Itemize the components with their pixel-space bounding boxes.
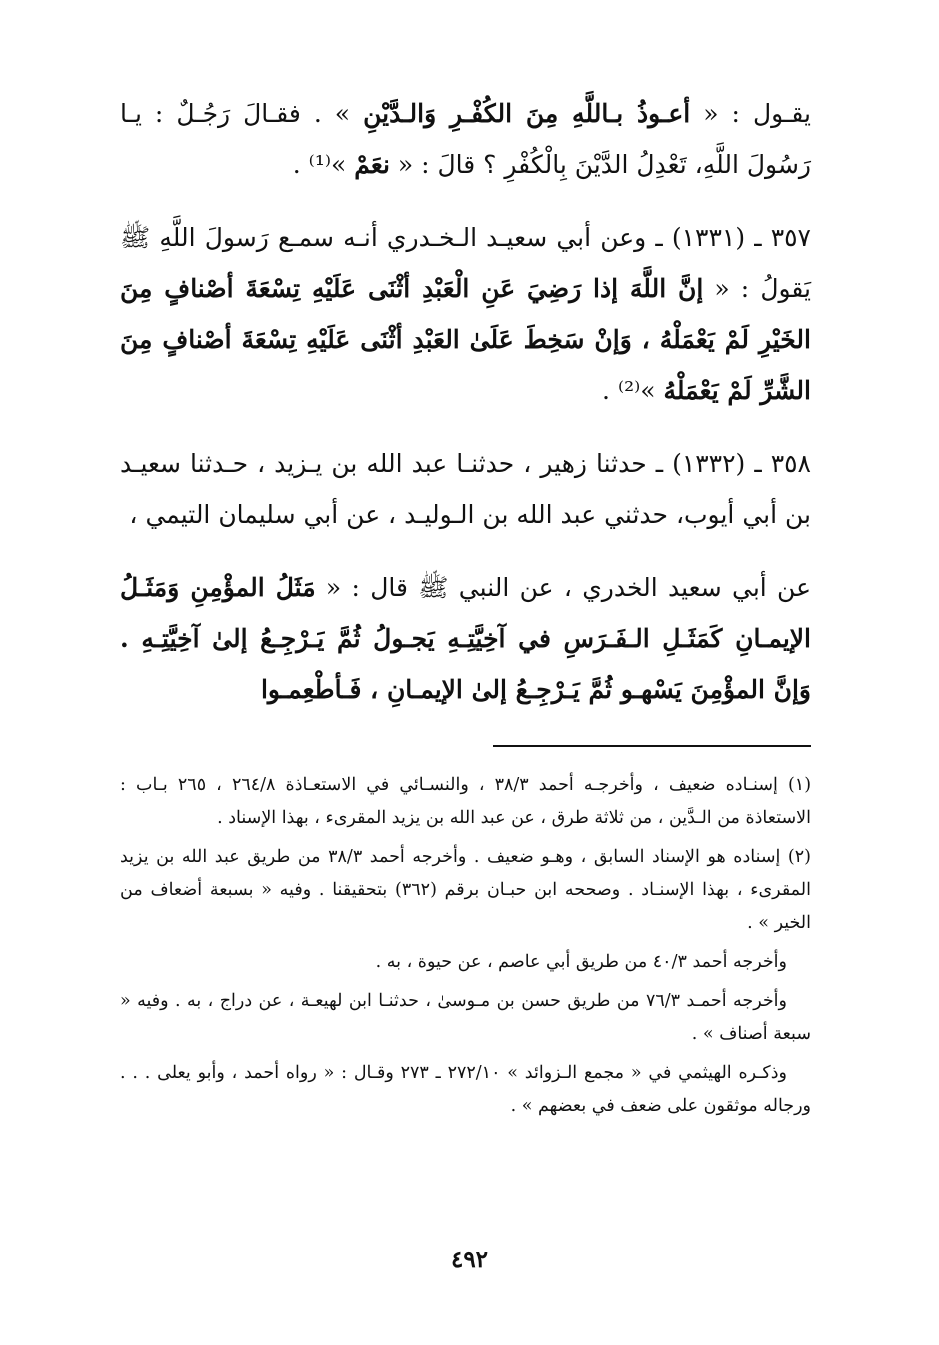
hadith-quote-3: مَثَلُ المؤْمِنِ وَمَثَـلُ الإيمـانِ كَمَثَـلِ الـفَـرَسِ في آخِيَّتِـهِ يَجـولُ ثُمَّ يَـرْجِـعُ إلىٰ آخِيَّتِـهِ . وَإنَّ المؤْمِنَ يَسْهـو ثُمَّ يَـرْجِـعُ إلىٰ الإيمـانِ ، فَـأطْعِمـوا bbox=[120, 573, 811, 704]
page-content bbox=[120, 88, 811, 1129]
footnote-2: (٢) إسناده هو الإسناد السابق ، وهـو ضعيف . وأخرجه أحمد ٣٨/٣ من طريق عبد الله بن يزيد المقرىء ، بهذا الإسنـاد . وصححه ابن حبـان برقم (٣٦٢) بتحقيقنا . وفيه « بسبعة أضعاف من الخير » . bbox=[120, 847, 811, 933]
paragraph-3: ٣٥٨ ـ (١٣٣٢) ـ حدثنا زهير ، حدثنـا عبد الله بن يـزيد ، حـدثنا سعيـد بن أبي أيوب، حدثني عبد الله بن الـوليـد ، عن أبي سليمان التيمي ، bbox=[120, 449, 811, 529]
paragraph-1-intro: يقـول : « bbox=[690, 99, 811, 128]
paragraph-1 bbox=[120, 88, 811, 190]
footnote-2-continuation-1: وأخرجه أحمد ٤٠/٣ من طريق أبي عاصم ، عن حيوة ، به . bbox=[375, 952, 787, 972]
paragraph-2-end: »⁽²⁾ . bbox=[602, 376, 664, 405]
footnote-2-continuation-2: وأخرجه أحمـد ٧٦/٣ من طريق حسن بن مـوسىٰ ، حدثنـا ابن لهيعـة ، عن دراج ، به . وفيه « سبعة أصناف » . bbox=[120, 991, 811, 1044]
footnote-1: (١) إسنـاده ضعيف ، وأخرجـه أحمد ٣٨/٣ ، والنسـائي في الاستعـاذة ٢٦٤/٨ ، ٢٦٥ بـاب : الاستعاذة من الـدَّين ، من ثلاثة طرق ، عن عبد الله بن يزيد المقرىء ، بهذا الإسناد . bbox=[120, 775, 812, 828]
hadith-answer: نعَمْ bbox=[354, 150, 390, 179]
hadith-quote-1: أعـوذُ بـاللَّهِ مِنَ الكُفْـرِ وَالـدَّيْنِ bbox=[363, 99, 691, 128]
paragraph-4-intro: عن أبي سعيد الخدري ، عن النبي ﷺ قال : « bbox=[315, 573, 811, 602]
footnotes bbox=[120, 769, 811, 1123]
main-text bbox=[120, 88, 811, 715]
footnote-separator bbox=[493, 745, 811, 747]
page-number: ٤٩٢ bbox=[450, 1246, 489, 1273]
paragraph-2 bbox=[120, 212, 811, 416]
hadith-quote-2: إنَّ اللَّهَ إذا رَضِيَ عَنِ الْعَبْدِ أثْنَى عَلَيْهِ تِسْعَةَ أصْنافٍ مِنَ الخَيْرِ لَمْ يَعْمَلْهُ ، وَإنْ سَخِطَ عَلَىٰ العَبْدِ أثْنَى عَلَيْهِ تِسْعَةَ أصْنافٍ مِنَ الشَّرِّ لَمْ يَعْمَلْهُ bbox=[120, 274, 811, 405]
paragraph-1-middle: » . فقـالَ رَجُـلٌ : يـا رَسُولَ اللَّهِ، تَعْدِلُ الدَّيْنَ بِالْكُفْرِ ؟ قالَ : « bbox=[120, 99, 811, 179]
paragraph-4 bbox=[120, 562, 811, 715]
footnote-2-continuation-3: وذكـره الهيثمي في « مجمع الـزوائد » ٢٧٢/١٠ ـ ٢٧٣ وقـال : « رواه أحمد ، وأبو يعلى . . . ورجاله موثقون على ضعف في بعضهم » . bbox=[120, 1063, 811, 1116]
paragraph-2-intro: ٣٥٧ ـ (١٣٣١) ـ وعن أبي سعيـد الـخـدري أنـه سمـع رَسولَ اللَّهِ ﷺ يَقولُ : « bbox=[120, 223, 812, 303]
paragraph-1-end: »⁽¹⁾ . bbox=[292, 150, 355, 179]
